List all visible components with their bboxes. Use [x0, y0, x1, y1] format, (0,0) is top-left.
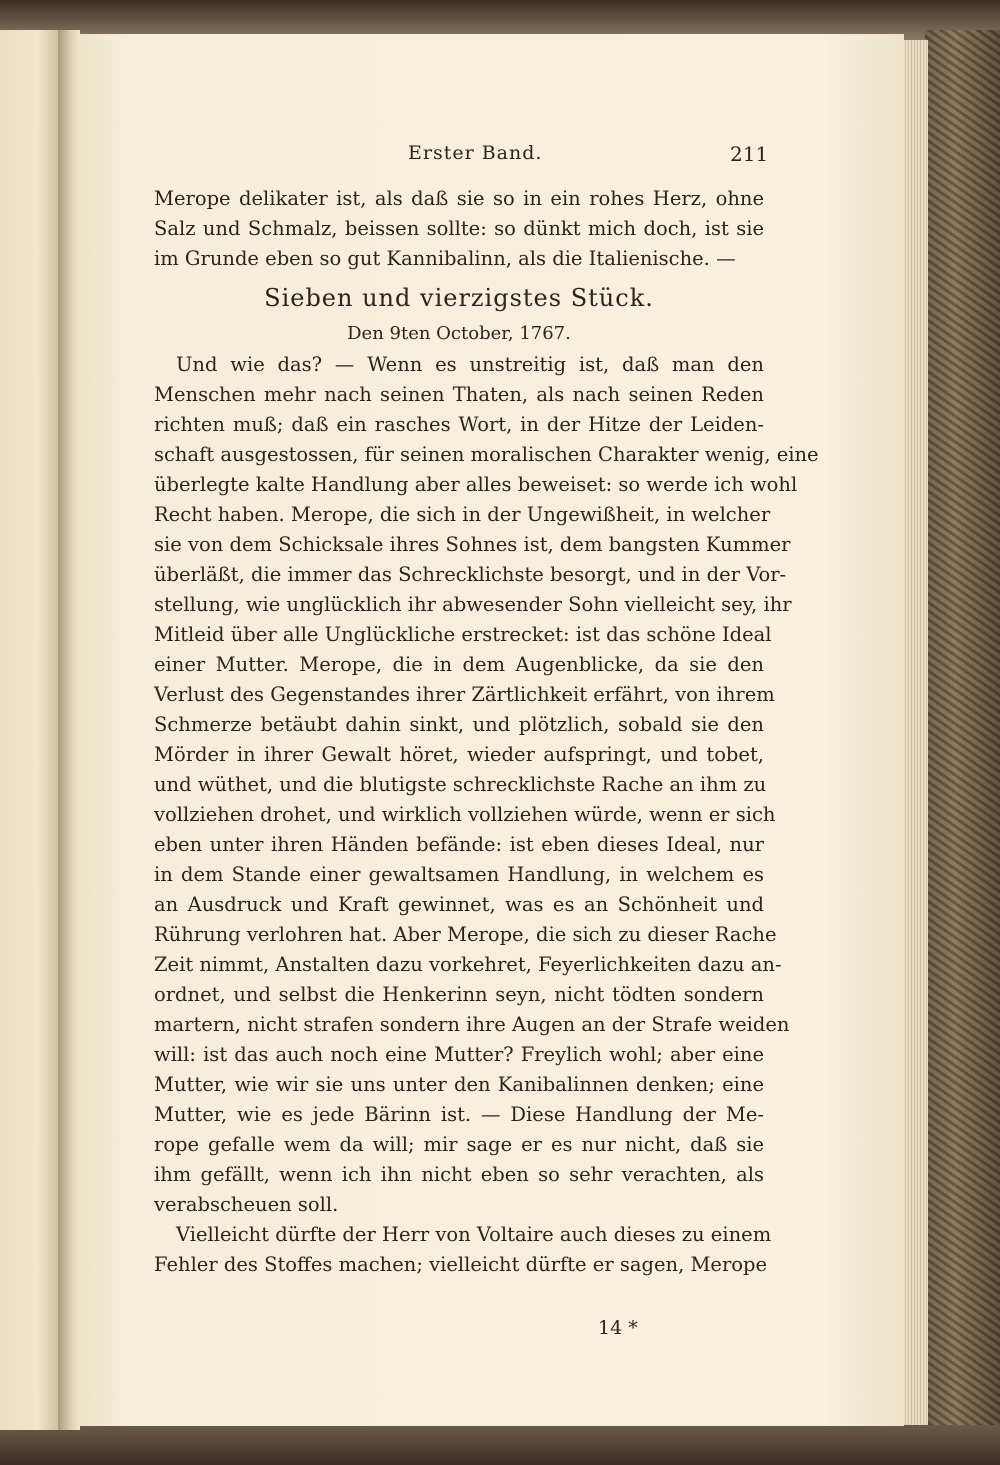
text-line: in dem Stande einer gewaltsamen Handlung, in welchem es: [154, 863, 764, 886]
text-line: Merope delikater ist, als daß sie so in ein rohes Herz, ohne: [154, 187, 764, 210]
text-line: Mutter, wie wir sie uns unter den Kanibalinnen denken; eine: [154, 1073, 764, 1096]
page-number: 211: [730, 142, 769, 166]
text-line: Fehler des Stoffes machen; vielleicht dürfte er sagen, Merope: [154, 1253, 768, 1276]
text-line: will: ist das auch noch eine Mutter? Freylich wohl; aber eine: [154, 1043, 764, 1066]
paragraph-continuation: [154, 184, 764, 274]
left-page-edge: [0, 30, 62, 1430]
text-line: Und wie das? — Wenn es unstreitig ist, daß man den: [176, 353, 764, 376]
text-line: Mitleid über alle Unglückliche erstrecket: ist das schöne Ideal: [154, 623, 772, 646]
text-line: Rührung verlohren hat. Aber Merope, die sich zu dieser Rache: [154, 923, 777, 946]
text-line: Menschen mehr nach seinen Thaten, als nach seinen Reden: [154, 383, 764, 406]
text-line: schaft ausgestossen, für seinen moralischen Charakter wenig, eine: [154, 443, 819, 466]
text-line: sie von dem Schicksale ihres Sohnes ist, dem bangsten Kummer: [154, 533, 791, 556]
page-edges: [900, 40, 928, 1425]
text-line: einer Mutter. Merope, die in dem Augenblicke, da sie den: [154, 653, 764, 676]
text-line: überlegte kalte Handlung aber alles beweiset: so werde ich wohl: [154, 473, 798, 496]
text-line: stellung, wie unglücklich ihr abwesender Sohn vielleicht sey, ihr: [154, 593, 792, 616]
book-cover-bottom: [0, 1425, 1000, 1465]
text-line: Mutter, wie es jede Bärinn ist. — Diese Handlung der Me-: [154, 1103, 764, 1126]
book-page: [78, 34, 904, 1426]
book-cover-right: [925, 30, 1000, 1465]
text-line: ordnet, und selbst die Henkerinn seyn, nicht tödten sondern: [154, 983, 764, 1006]
running-head-title: Erster Band.: [408, 142, 543, 164]
text-line: verabscheuen soll.: [154, 1193, 339, 1216]
text-line: im Grunde eben so gut Kannibalinn, als die Italienische. —: [154, 247, 736, 270]
text-line: Recht haben. Merope, die sich in der Ungewißheit, in welcher: [154, 503, 771, 526]
text-line: und wüthet, und die blutigste schrecklichste Rache an ihm zu: [154, 773, 767, 796]
text-line: eben unter ihren Händen befände: ist eben dieses Ideal, nur: [154, 833, 764, 856]
text-line: Verlust des Gegenstandes ihrer Zärtlichkeit erfährt, von ihrem: [154, 683, 775, 706]
running-head: [78, 142, 904, 172]
text-line: Mörder in ihrer Gewalt höret, wieder aufspringt, und tobet,: [154, 743, 764, 766]
section-date: Den 9ten October, 1767.: [347, 323, 571, 344]
text-line: ihm gefällt, wenn ich ihn nicht eben so sehr verachten, als: [154, 1163, 764, 1186]
text-line: vollziehen drohet, und wirklich vollziehen würde, wenn er sich: [154, 803, 776, 826]
text-line: Salz und Schmalz, beissen sollte: so dünkt mich doch, ist sie: [154, 217, 764, 240]
book-gutter: [58, 30, 80, 1430]
signature-mark: 14 *: [598, 1317, 638, 1339]
text-line: Vielleicht dürfte der Herr von Voltaire auch dieses zu einem: [176, 1223, 772, 1246]
text-line: Zeit nimmt, Anstalten dazu vorkehret, Feyerlichkeiten dazu an-: [154, 953, 782, 976]
text-line: richten muß; daß ein rasches Wort, in der Hitze der Leiden-: [154, 413, 764, 436]
section-title: Sieben und vierzigstes Stück.: [264, 284, 654, 312]
paragraph-next: [154, 1220, 772, 1280]
paragraph-main: [154, 350, 819, 1220]
text-line: an Ausdruck und Kraft gewinnet, was es an Schönheit und: [154, 893, 764, 916]
text-line: überläßt, die immer das Schrecklichste besorgt, und in der Vor-: [154, 563, 787, 586]
text-line: Schmerze betäubt dahin sinkt, und plötzlich, sobald sie den: [154, 713, 764, 736]
text-block: [154, 184, 819, 1280]
text-line: rope gefalle wem da will; mir sage er es nur nicht, daß sie: [154, 1133, 764, 1156]
text-line: martern, nicht strafen sondern ihre Augen an der Strafe weiden: [154, 1013, 790, 1036]
